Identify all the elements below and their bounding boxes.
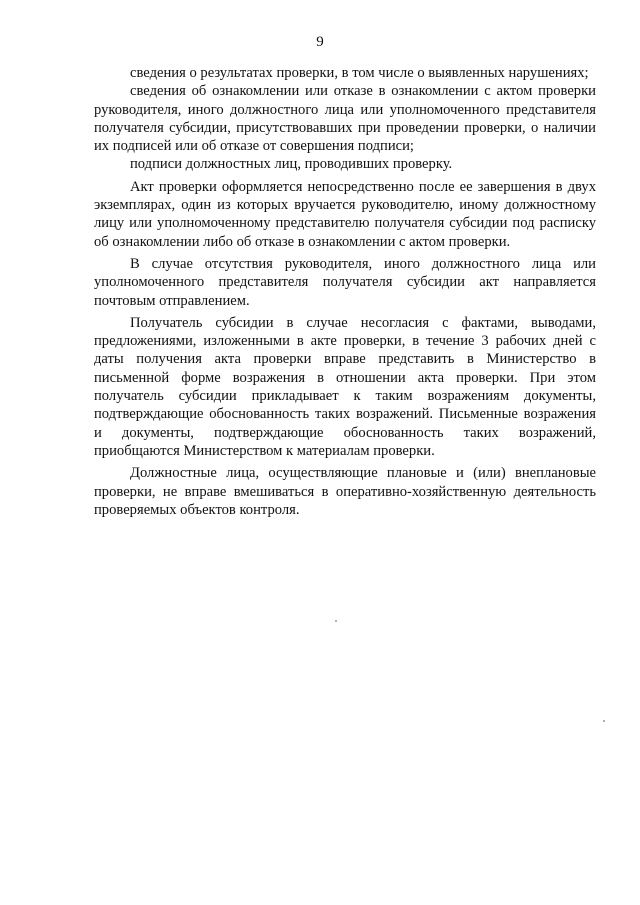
paragraph-officials-restrictions: Должностные лица, осуществляющие плановые и (или) внеплановые проверки, не вправе вмешиваться в оперативно-хозяйственную деятельность проверяемых объектов контроля.: [94, 465, 596, 518]
page-number: 9: [316, 34, 324, 50]
paragraph-act-preparation: Акт проверки оформляется непосредственно после ее завершения в двух экземплярах, один из которых вручается руководителю, иному должностному лицу или уполномоченному представителю получателя субсидии под расписку об ознакомлении либо об отказе в ознакомлении с актом проверки.: [94, 178, 596, 250]
paragraph-absence-of-head: В случае отсутствия руководителя, иного должностного лица или уполномоченного представителя получателя субсидии акт направляется почтовым отправлением.: [94, 255, 596, 309]
paragraph-acquaintance-info: сведения об ознакомлении или отказе в ознакомлении с актом проверки руководителя, иного должностного лица или уполномоченного представителя получателя субсидии, присутствовавших при проведении проверки, о наличии их подписей или об отказе от совершения подписи;: [94, 83, 596, 155]
scan-speck: [603, 720, 605, 722]
scan-speck: [335, 620, 337, 622]
paragraph-inspection-results: сведения о результатах проверки, в том числе о выявленных нарушениях;: [130, 65, 589, 81]
paragraph-signatures: подписи должностных лиц, проводивших проверку.: [130, 156, 453, 173]
document-body: [94, 64, 596, 519]
paragraph-objections: Получатель субсидии в случае несогласия с фактами, выводами, предложениями, изложенными в акте проверки, в течение 3 рабочих дней с даты получения акта проверки вправе представить в Министерство в письменной форме возражения в отношении акта проверки. При этом получатель субсидии прикладывает к таким возражениям документы, подтверждающие обоснованность таких возражений. Письменные возражения и документы, подтверждающие обоснованность таких возражений, приобщаются Министерством к материалам проверки.: [94, 314, 596, 459]
